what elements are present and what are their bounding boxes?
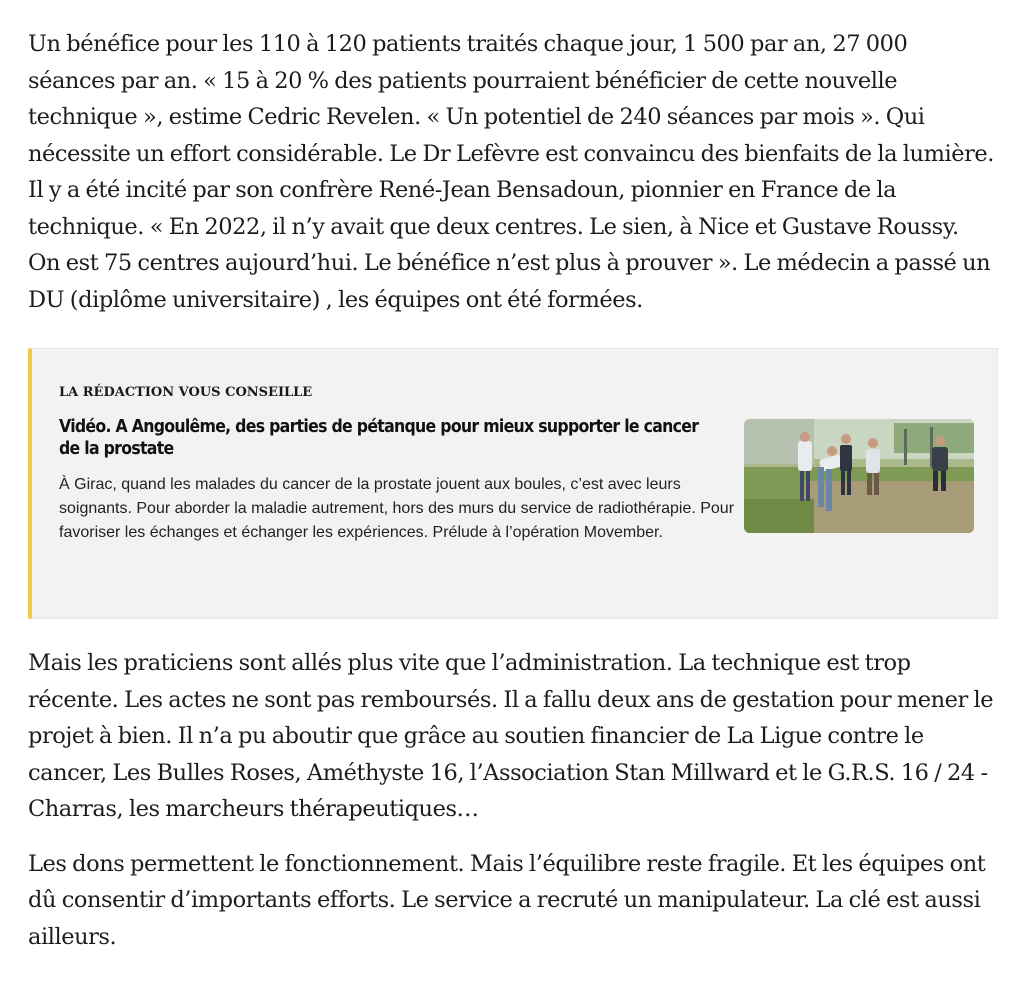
petanque-photo-image [744, 419, 974, 533]
article-body [28, 26, 996, 955]
recommendation-kicker: LA RÉDACTION VOUS CONSEILLE [59, 385, 313, 400]
recommended-article-title-link[interactable]: Vidéo. A Angoulême, des parties de pétanque pour mieux supporter le cancer de la prostate [59, 417, 699, 459]
recommended-article-thumbnail[interactable] [744, 419, 974, 533]
article-paragraph: Un bénéfice pour les 110 à 120 patients traités chaque jour, 1 500 par an, 27 000 séances par an. « 15 à 20 % des patients pourraient bénéficier de cette nouvelle technique », estime Cedric Revelen. « Un potentiel de 240 séances par mois ». Qui nécessite un effort considérable. Le Dr Lefèvre est convaincu des bienfaits de la lumière. Il y a été incité par son confrère René-Jean Bensadoun, pionnier en France de la technique. « En 2022, il n’y avait que deux centres. Le sien, à Nice et Gustave Roussy. On est 75 centres aujourd’hui. Le bénéfice n’est plus à prouver ». Le médecin a passé un DU (diplôme universitaire) , les équipes ont été formées. [28, 31, 994, 313]
recommended-article-summary: À Girac, quand les malades du cancer de la prostate jouent aux boules, c’est avec leurs soignants. Pour aborder la maladie autrement, hors des murs du service de radiothérapie. Pour favoriser les échanges et échanger les expériences. Prélude à l’opération Movember. [59, 476, 735, 541]
article-paragraph: Les dons permettent le fonctionnement. Mais l’équilibre reste fragile. Et les équipes ont dû consentir d’importants efforts. Le service a recruté un manipulateur. La clé est aussi ailleurs. [28, 850, 986, 950]
recommended-article-card[interactable] [28, 348, 998, 619]
article-paragraph: Mais les praticiens sont allés plus vite que l’administration. La technique est trop récente. Les actes ne sont pas remboursés. Il a fallu deux ans de gestation pour mener le projet à bien. Il n’a pu aboutir que grâce au soutien financier de La Ligue contre le cancer, Les Bulles Roses, Améthyste 16, l’Association Stan Millward et le G.R.S. 16 / 24 - Charras, les marcheurs thérapeutiques… [28, 650, 994, 822]
